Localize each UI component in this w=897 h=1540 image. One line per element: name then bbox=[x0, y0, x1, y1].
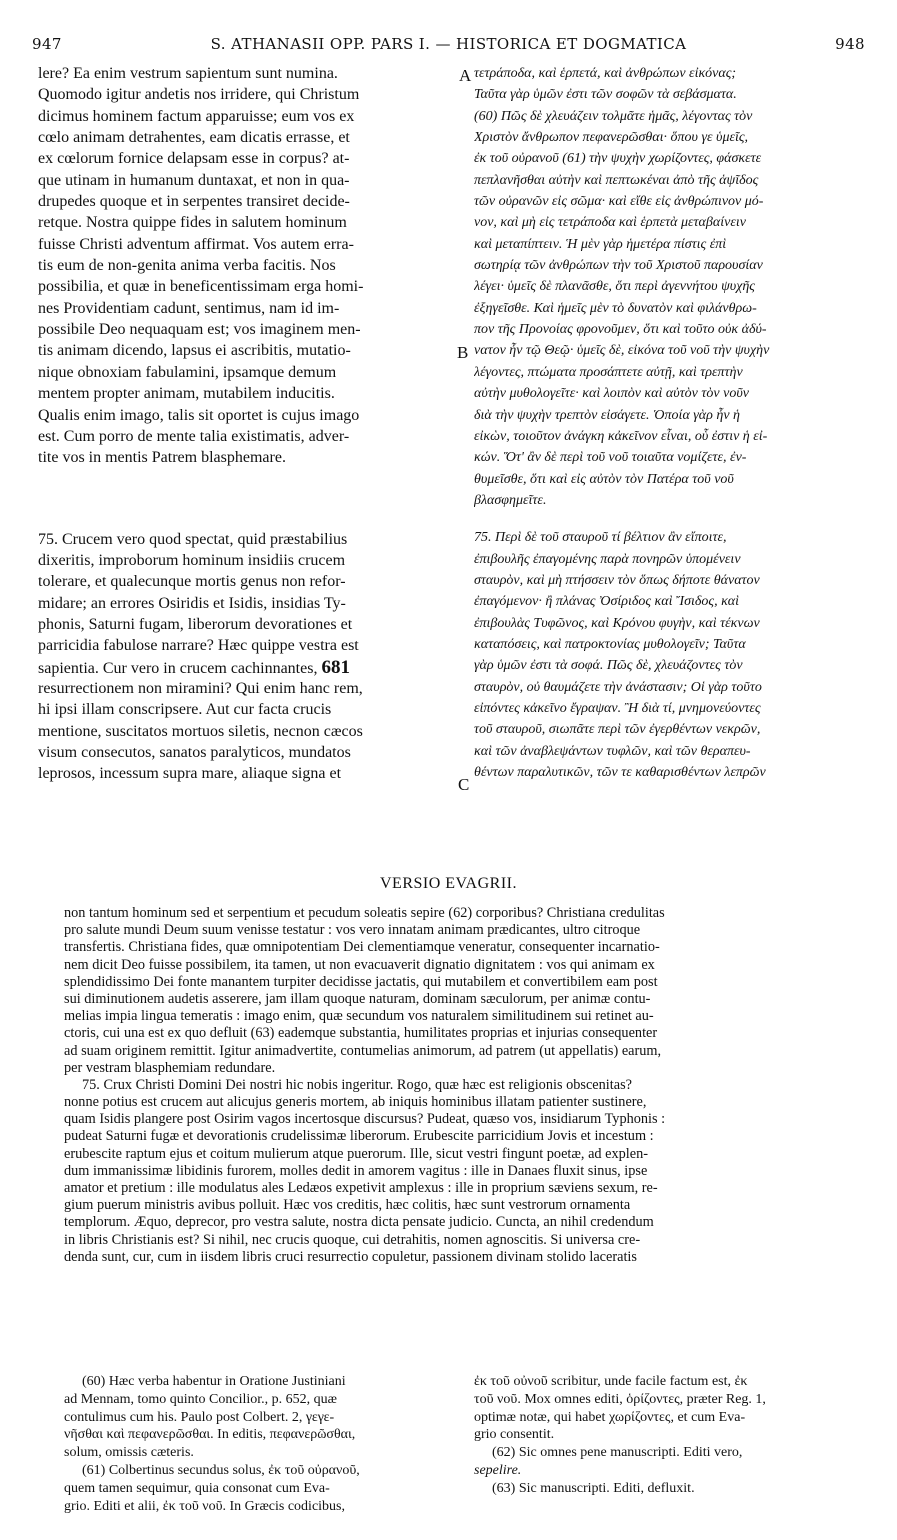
greek-line: καταπόσεις, καὶ πατροκτονίας μυθολογεῖν; Ταῦτα bbox=[474, 636, 746, 652]
versio-line: ad suam originem remittit. Igitur animadvertite, contumelias animorum, ad patrem (ut appellatis) earum, bbox=[64, 1042, 662, 1059]
greek-line: αὐτὴν μυθολογεῖτε· καὶ λοιπὸν καὶ αὐτὸν τὸν νοῦν bbox=[474, 386, 749, 402]
footnote-line: contulimus cum his. Paulo post Colbert. 2, γεγε- bbox=[64, 1409, 335, 1425]
versio-line: per vestram blasphemiam redundare. bbox=[64, 1059, 276, 1076]
versio-line: quam Isidis plangere post Osirim vagos incertosque discursus? Pudeat, quæso vos, insidiarum Typhonis : bbox=[64, 1111, 666, 1128]
greek-line: πεπλανῆσθαι αὐτὴν καὶ πεπτωκέναι ἀπὸ τῆς ἁψῖδος bbox=[474, 172, 759, 188]
footnote-line: ad Mennam, tomo quinto Concilior., p. 652, quæ bbox=[64, 1391, 337, 1407]
versio-line: templorum. Æquo, deprecor, pro vestra salute, nostra dicta pensate judicio. Cuncta, an nihil credendum bbox=[64, 1214, 654, 1231]
footnotes-right bbox=[474, 1373, 876, 1498]
latin-line: est. Cum porro de mente talia existimatis, adver- bbox=[38, 427, 350, 445]
footnote-line: sepelire. bbox=[474, 1462, 522, 1478]
latin-line: dicimus hominem factum apparuisse; eum vos ex bbox=[38, 107, 355, 125]
versio-line: gium puerum ministris avibus polluit. Hæc vos creditis, hæc colitis, hæc sunt vestrorum ornamenta bbox=[64, 1197, 631, 1214]
latin-line: mentem propter animam, mutabilem inducitis. bbox=[38, 385, 335, 403]
latin-line: mentione, suscitatos mortuos siletis, necnon cæcos bbox=[38, 722, 363, 740]
latin-line: possibilia, et quæ in beneficentissimam erga homi- bbox=[38, 278, 364, 296]
greek-line: (60) Πῶς δὲ χλευάζειν τολμᾶτε ἡμᾶς, λέγοντας τὸν bbox=[474, 108, 753, 124]
versio-line: 75. Crux Christi Domini Dei nostri hic nobis ingeritur. Rogo, quæ hæc est religionis obscenitas? bbox=[82, 1076, 632, 1093]
running-title: S. ATHANASII OPP. PARS I. — HISTORICA ET DOGMATICA bbox=[210, 35, 687, 53]
versio-line: in libris Christianis est? Si nihil, nec crucis quoque, cui detrahitis, nomen agnoscitis. Si universa cre- bbox=[64, 1231, 641, 1248]
versio-heading: VERSIO EVAGRII. bbox=[380, 875, 517, 892]
versio-line: dum immanissimæ libidinis furorem, molles dedit in amorem vagitus : ille in Danaes fluxit sinus, ipse bbox=[64, 1162, 648, 1179]
latin-line: possibile Deo nequaquam est; vos imaginem men- bbox=[38, 321, 361, 339]
latin-line: que utinam in humanum duntaxat, et non in qua- bbox=[38, 171, 350, 189]
versio-line: transfertis. Christiana fides, quæ omnipotentiam Dei clementiamque veneratur, consequenter incarnatio- bbox=[64, 939, 660, 956]
footnote-line: grio. Editi et alii, ἐκ τοῦ νοῦ. In Græcis codicibus, bbox=[64, 1498, 345, 1514]
greek-line: σταυρὸν, οὐ θαυμάζετε τὴν ἀνάστασιν; Οἱ γὰρ τοῦτο bbox=[474, 679, 762, 695]
greek-column bbox=[474, 63, 879, 783]
greek-line: ἐξηγεῖσθε. Καὶ ἡμεῖς μὲν τὸ δυνατὸν καὶ φιλάνθρω- bbox=[474, 300, 757, 316]
latin-line: nique obnoxiam fabulamini, ipsamque demum bbox=[38, 363, 337, 381]
latin-line: hi ipsi illam conscripsere. Aut cur facta crucis bbox=[38, 701, 332, 719]
latin-line: drupedes quoque et in serpentes transiret decide- bbox=[38, 193, 350, 211]
latin-line: resurrectionem non miramini? Qui enim hanc rem, bbox=[38, 679, 363, 697]
latin-line: phonis, Saturni fugam, liberorum devorationes et bbox=[38, 615, 353, 633]
latin-line: ex cœlorum fornice delapsam esse in corpus? at- bbox=[38, 150, 350, 168]
versio-line: ctoris, cui una est ex quo defluit (63) eademque substantia, humilitates proprias et injurias consequenter bbox=[64, 1025, 658, 1042]
greek-line: ἐκ τοῦ οὐρανοῦ (61) τὴν ψυχὴν χωρίζοντες, φάσκετε bbox=[474, 151, 762, 167]
greek-line: σταυρὸν, καὶ μὴ πτήσσειν τὸν ὅπως δήποτε θάνατον bbox=[474, 572, 760, 588]
latin-line: tite vos in mentis Patrem blasphemare. bbox=[38, 449, 286, 467]
latin-line: fuisse Christi adventum affirmat. Vos autem erra- bbox=[38, 235, 354, 253]
latin-line: midare; an errores Osiridis et Isidis, insidias Ty- bbox=[38, 594, 346, 612]
versio-line: amator et pretium : ille modulatus ales Ledæos expetivit amplexus : ille in proprium sæviens sexum, re- bbox=[64, 1180, 658, 1196]
footnote-line: (63) Sic manuscripti. Editi, defluxit. bbox=[492, 1480, 695, 1496]
section-marker-c: C bbox=[458, 775, 470, 794]
footnote-line: quem tamen sequimur, quia consonat cum Eva- bbox=[64, 1480, 330, 1496]
greek-line: θέντων παραλυτικῶν, τῶν τε καθαρισθέντων λεπρῶν bbox=[474, 765, 766, 780]
running-header bbox=[32, 35, 865, 55]
latin-line: visum consecutos, sanatos paralyticos, mundatos bbox=[38, 743, 351, 761]
greek-line: θυμεῖσθε, ὅτι καὶ εἰς αὐτὸν τὸν Πατέρα τοῦ νοῦ bbox=[474, 471, 734, 487]
latin-line: tis eum de non-genita anima verba facitis. Nos bbox=[38, 257, 336, 275]
footnote-line: ἐκ τοῦ οὐνοῦ scribitur, unde facile factum est, ἐκ bbox=[474, 1374, 748, 1389]
latin-line: Qualis enim imago, talis sit oportet is cujus imago bbox=[38, 406, 360, 424]
greek-line: σωτηρίᾳ τῶν ἀνθρώπων τὴν τοῦ Χριστοῦ παρουσίαν bbox=[474, 258, 763, 274]
versio-evagrii-text bbox=[64, 905, 876, 1266]
latin-line bbox=[38, 657, 458, 678]
versio-line: non tantum hominum sed et serpentium et pecudum soleatis sepire (62) corporibus? Christiana credulitas bbox=[64, 905, 665, 921]
greek-line: λέγει· ὑμεῖς δὲ πλανᾶσθε, ὅτι περὶ ἀγεννήτου ψυχῆς bbox=[474, 279, 755, 295]
latin-line: cœlo animam detrahentes, eam dicatis errasse, et bbox=[38, 129, 350, 147]
greek-line: τοῦ σταυροῦ, σιωπᾶτε περὶ τῶν ἐγερθέντων νεκρῶν, bbox=[474, 722, 761, 738]
greek-line: 75. Περὶ δὲ τοῦ σταυροῦ τί βέλτιον ἂν εἴποιτε, bbox=[474, 530, 727, 546]
greek-line: βλασφημεῖτε. bbox=[474, 492, 547, 508]
greek-line: εἰπόντες κἀκεῖνο ἔγραψαν. Ἢ διὰ τί, μνημονεύοντες bbox=[474, 700, 761, 716]
latin-line: nes Providentiam cadunt, sentimus, nam id im- bbox=[38, 299, 340, 317]
greek-line: λέγοντες, πτώματα προσάπτετε αὐτῇ, καὶ τρεπτὴν bbox=[474, 364, 743, 380]
latin-column bbox=[38, 63, 458, 785]
footnotes-left bbox=[64, 1373, 459, 1515]
greek-line: καὶ μεταπίπτειν. Ἡ μὲν γὰρ ἡμετέρα πίστις ἐπὶ bbox=[474, 236, 727, 252]
latin-line-text: sapientia. Cur vero in crucem cachinnantes, bbox=[38, 659, 318, 677]
greek-line: ἐπαγόμενον· ἢ πλάνας Ὀσίριδος καὶ Ἴσιδος, καὶ bbox=[474, 594, 740, 610]
column-number: 681 bbox=[321, 656, 350, 678]
greek-line: ἐπιβουλῆς ἐπαγομένης παρὰ πονηρῶν ὑπομένειν bbox=[474, 551, 741, 567]
latin-line: lere? Ea enim vestrum sapientum sunt numina. bbox=[38, 65, 338, 82]
latin-line: dixeritis, improborum hominum insidiis crucem bbox=[38, 551, 346, 569]
section-marker-b: B bbox=[457, 343, 469, 362]
latin-line: 75. Crucem vero quod spectat, quid præstabilius bbox=[38, 530, 348, 548]
greek-line: νον, καὶ μὴ εἰς τετράποδα καὶ ἑρπετὰ μεταβαίνειν bbox=[474, 215, 746, 231]
greek-line: νατον ἦν τῷ Θεῷ· ὑμεῖς δὲ, εἰκόνα τοῦ νοῦ τὴν ψυχὴν bbox=[474, 343, 770, 359]
greek-line: Ταῦτα γὰρ ὑμῶν ἐστι τῶν σοφῶν τὰ σεβάσματα. bbox=[474, 87, 737, 103]
greek-line: Χριστὸν ἄνθρωπον πεφανερῶσθαι· ὅπου γε ὑμεῖς, bbox=[474, 130, 749, 146]
versio-line: splendidissimo Dei fonte manantem turpiter decidisse jactatis, qui mutabilem et convertibilem eam post bbox=[64, 973, 658, 990]
latin-line: retque. Nostra quippe fides in salutem hominum bbox=[38, 214, 347, 232]
footnote-line: (60) Hæc verba habentur in Oratione Justiniani bbox=[82, 1374, 346, 1389]
versio-line: nonne potius est crucem aut alicujus generis mortem, ab iniquis hominibus illatam patienter sustinere, bbox=[64, 1094, 647, 1111]
page-number-right: 948 bbox=[835, 35, 865, 53]
latin-line: parricidia fabulose narrare? Hæc quippe vestra est bbox=[38, 637, 359, 655]
versio-line: pudeat Saturni fugæ et devorationis crudelissimæ liberorum. Erubescite parricidium Jovis et incestum : bbox=[64, 1128, 654, 1145]
versio-line: pro salute mundi Deum suum venisse testatur : vos vero innatam animam prædicantes, ultro citroque bbox=[64, 922, 641, 939]
versio-line: denda sunt, cur, cum in iisdem libris cruci resurrectio copuletur, passionem divinam stolido laceratis bbox=[64, 1248, 637, 1265]
footnote-line: τοῦ νοῦ. Mox omnes editi, ὁρίζοντες, præter Reg. 1, bbox=[474, 1391, 766, 1407]
greek-line: ἐπιβουλὰς Τυφῶνος, καὶ Κρόνου φυγὴν, καὶ τέκνων bbox=[474, 615, 760, 631]
greek-line: εἰκὼν, τοιοῦτον ἀνάγκη κἀκεῖνον εἶναι, οὗ ἐστιν ἡ εἰ- bbox=[474, 428, 768, 444]
versio-line: melias impia lingua temeratis : imago enim, quæ secundum vos naturalem similitudinem sui retinet au- bbox=[64, 1008, 654, 1025]
greek-line: πον τῆς Προνοίας φρονοῦμεν, ὅτι καὶ τοῦτο οὐκ ἀδύ- bbox=[474, 322, 767, 338]
footnote-line: (62) Sic omnes pene manuscripti. Editi vero, bbox=[492, 1445, 743, 1461]
footnote-line: optimæ notæ, qui habet χωρίζοντες, et cum Eva- bbox=[474, 1409, 746, 1425]
latin-line: leprosos, incessum supra mare, aliaque signa et bbox=[38, 765, 342, 783]
greek-line: τετράποδα, καὶ ἑρπετά, καὶ ἀνθρώπων εἰκόνας; bbox=[474, 66, 737, 81]
versio-line: sui diminutionem audetis asserere, jam illam quoque naturam, dominam sæculorum, per animæ contu- bbox=[64, 990, 651, 1007]
greek-line: τῶν οὐρανῶν εἰς σῶμα· καὶ εἴθε εἰς ἀνθρώπινον μό- bbox=[474, 194, 764, 210]
versio-line: nem dicit Deo fuisse possibilem, ita tamen, ut non evacuaverit dignatio dignitatem : vos qui animam ex bbox=[64, 956, 655, 973]
greek-line: γὰρ ὑμῶν ἐστι τὰ σοφά. Πῶς δὲ, χλευάζοντες τὸν bbox=[474, 658, 743, 674]
versio-line: erubescite raptum ejus et coitum mulierum atque puerorum. Ille, sicut vestri fingunt poetæ, ad explen- bbox=[64, 1145, 649, 1162]
greek-line: καὶ τῶν ἀναβλεψάντων τυφλῶν, καὶ τῶν θεραπευ- bbox=[474, 743, 751, 759]
latin-line: tolerare, et qualecunque mortis genus non refor- bbox=[38, 573, 346, 591]
greek-line: κών. Ὅτ' ἂν δὲ περὶ τοῦ νοῦ τοιαῦτα νομίζετε, ἐν- bbox=[474, 450, 747, 466]
greek-line: διὰ τὴν ψυχὴν τρεπτὸν εἰσάγετε. Ὁποία γὰρ ἦν ἡ bbox=[474, 407, 740, 423]
latin-line: tis animam dicendo, lapsus ei ascribitis, mutatio- bbox=[38, 342, 351, 360]
footnote-line: solum, omissis cæteris. bbox=[64, 1445, 194, 1461]
latin-line: Quomodo igitur andetis nos irridere, qui Christum bbox=[38, 86, 360, 104]
footnote-line: grio consentit. bbox=[474, 1427, 555, 1443]
section-marker-a: A bbox=[459, 66, 472, 85]
footnote-line: (61) Colbertinus secundus solus, ἐκ τοῦ οὐρανοῦ, bbox=[82, 1462, 360, 1478]
footnote-line: νῆσθαι καὶ πεφανερῶσθαι. In editis, πεφανερῶσθαι, bbox=[64, 1427, 356, 1443]
page-number-left: 947 bbox=[32, 35, 62, 53]
